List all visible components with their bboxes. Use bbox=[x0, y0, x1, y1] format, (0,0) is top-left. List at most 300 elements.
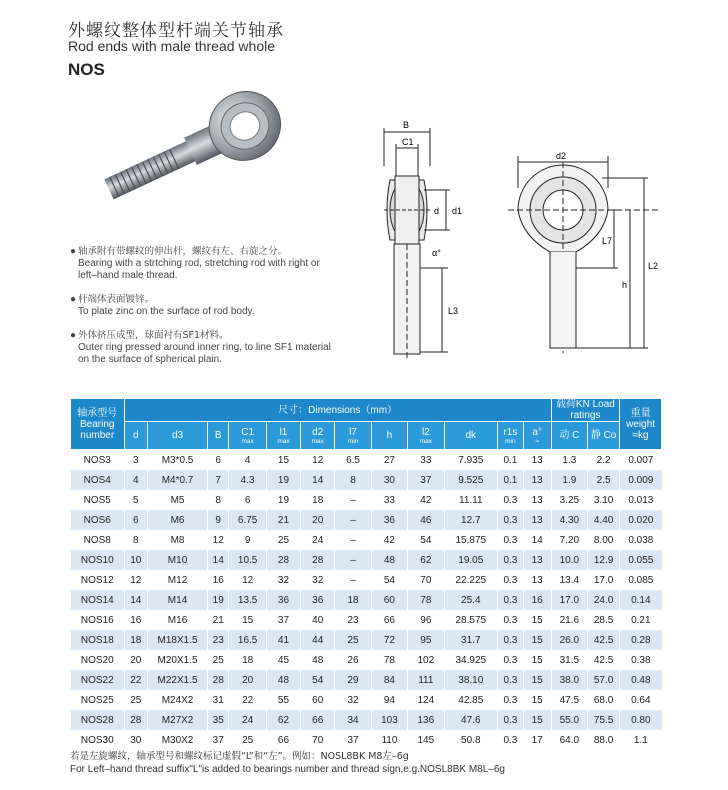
table-cell: 45 bbox=[266, 650, 300, 670]
table-cell: 15 bbox=[229, 610, 266, 630]
label-L7: L7 bbox=[602, 236, 613, 246]
table-cell: 37 bbox=[335, 730, 371, 750]
table-cell: M5 bbox=[148, 490, 208, 510]
table-cell: 70 bbox=[408, 570, 444, 590]
table-cell: M10 bbox=[148, 550, 208, 570]
table-cell: 13.5 bbox=[229, 590, 266, 610]
table-cell: 23 bbox=[208, 630, 229, 650]
table-row bbox=[71, 510, 662, 530]
table-cell: 7 bbox=[208, 470, 229, 490]
bearing-number-cell: NOS12 bbox=[71, 570, 125, 590]
feature-cn: 轴承附有带螺纹的伸出杆，螺纹有左、右旋之分。 bbox=[78, 246, 288, 257]
table-cell: 3.25 bbox=[551, 490, 587, 510]
table-row bbox=[71, 690, 662, 710]
table-cell: 26 bbox=[335, 650, 371, 670]
table-cell: 66 bbox=[371, 610, 407, 630]
bearing-number-cell: NOS30 bbox=[71, 730, 125, 750]
table-cell: 110 bbox=[371, 730, 407, 750]
bearing-number-cell: NOS18 bbox=[71, 630, 125, 650]
table-cell: 47.5 bbox=[551, 690, 587, 710]
table-row bbox=[71, 530, 662, 550]
column-header-label: h bbox=[386, 430, 393, 441]
table-cell: 5 bbox=[124, 490, 148, 510]
table-cell: 48 bbox=[301, 650, 335, 670]
column-header bbox=[124, 422, 148, 450]
table-cell: 13 bbox=[523, 490, 551, 510]
table-cell: 75.5 bbox=[588, 710, 620, 730]
table-cell: M18X1.5 bbox=[148, 630, 208, 650]
table-cell: 37 bbox=[408, 470, 444, 490]
table-cell: 15 bbox=[523, 690, 551, 710]
header-load-ratings: 载荷KN Load ratings bbox=[551, 399, 620, 422]
product-photo bbox=[90, 88, 290, 208]
table-cell: 21 bbox=[208, 610, 229, 630]
table-row bbox=[71, 450, 662, 471]
table-cell: 62 bbox=[408, 550, 444, 570]
table-cell: 19.05 bbox=[444, 550, 498, 570]
table-cell: 36 bbox=[266, 590, 300, 610]
table-cell: M27X2 bbox=[148, 710, 208, 730]
table-cell: 16 bbox=[523, 590, 551, 610]
table-cell: 6 bbox=[124, 510, 148, 530]
table-cell: 0.3 bbox=[498, 610, 524, 630]
table-cell: 78 bbox=[371, 650, 407, 670]
table-cell: 4 bbox=[229, 450, 266, 471]
column-header bbox=[301, 422, 335, 450]
bearing-number-cell: NOS4 bbox=[71, 470, 125, 490]
table-cell: 14 bbox=[523, 530, 551, 550]
table-cell: 0.28 bbox=[620, 630, 662, 650]
table-cell: 3.10 bbox=[588, 490, 620, 510]
table-cell: 42.5 bbox=[588, 630, 620, 650]
table-cell: 72 bbox=[371, 630, 407, 650]
table-cell: 22.225 bbox=[444, 570, 498, 590]
table-cell: 57.0 bbox=[588, 670, 620, 690]
table-cell: 6 bbox=[229, 490, 266, 510]
table-cell: 31.5 bbox=[551, 650, 587, 670]
table-cell: 0.038 bbox=[620, 530, 662, 550]
column-header-sub: max bbox=[419, 437, 432, 445]
table-cell: 24 bbox=[301, 530, 335, 550]
table-cell: 15 bbox=[523, 710, 551, 730]
table-cell: 0.1 bbox=[498, 450, 524, 471]
table-row bbox=[71, 630, 662, 650]
column-header-label: dk bbox=[465, 430, 477, 441]
table-cell: 12 bbox=[208, 530, 229, 550]
table-row bbox=[71, 590, 662, 610]
table-cell: 94 bbox=[371, 690, 407, 710]
table-cell: 15 bbox=[523, 670, 551, 690]
bearing-number-cell: NOS3 bbox=[71, 450, 125, 471]
table-cell: 10 bbox=[124, 550, 148, 570]
table-cell: 20 bbox=[301, 510, 335, 530]
table-row bbox=[71, 710, 662, 730]
table-cell: 60 bbox=[301, 690, 335, 710]
column-header-label: l7 bbox=[349, 426, 357, 438]
front-view-drawing bbox=[508, 148, 668, 358]
table-cell: 136 bbox=[408, 710, 444, 730]
table-cell: 12 bbox=[124, 570, 148, 590]
table-cell: 22 bbox=[229, 690, 266, 710]
column-header-sub: min bbox=[505, 437, 516, 445]
table-cell: 70 bbox=[301, 730, 335, 750]
spec-table-body bbox=[71, 450, 662, 751]
column-header-sub: min bbox=[347, 437, 359, 445]
table-cell: 88.0 bbox=[588, 730, 620, 750]
column-header-label: l2 bbox=[421, 426, 430, 438]
table-cell: 25 bbox=[208, 650, 229, 670]
label-L2: L2 bbox=[648, 261, 659, 271]
table-cell: 19 bbox=[266, 470, 300, 490]
table-row bbox=[71, 650, 662, 670]
table-cell: 21 bbox=[266, 510, 300, 530]
footnote-en: For Left–hand thread suffix"L"is added to bearings number and thread sign,e.g.NOSL8BK M8L–6g bbox=[70, 764, 505, 775]
column-header-sub: ≈ bbox=[535, 437, 539, 445]
table-cell: 18 bbox=[124, 630, 148, 650]
table-row bbox=[71, 470, 662, 490]
column-header-label: 动 C bbox=[559, 430, 580, 441]
table-cell: 0.009 bbox=[620, 470, 662, 490]
table-cell: 13.4 bbox=[551, 570, 587, 590]
table-cell: M12 bbox=[148, 570, 208, 590]
table-row bbox=[71, 670, 662, 690]
header-weight: 重量 weight ≈kg bbox=[620, 399, 662, 450]
label-L3: L3 bbox=[448, 306, 459, 316]
column-header-label: B bbox=[214, 430, 222, 441]
table-cell: 0.38 bbox=[620, 650, 662, 670]
label-B: B bbox=[403, 120, 410, 130]
table-cell: 38.10 bbox=[444, 670, 498, 690]
table-cell: 102 bbox=[408, 650, 444, 670]
feature-item bbox=[70, 330, 340, 366]
table-cell: 22 bbox=[124, 670, 148, 690]
table-cell: – bbox=[335, 490, 371, 510]
table-cell: – bbox=[335, 570, 371, 590]
column-header bbox=[551, 422, 587, 450]
table-cell: 26.0 bbox=[551, 630, 587, 650]
column-header bbox=[588, 422, 620, 450]
table-cell: 44 bbox=[301, 630, 335, 650]
bearing-number-cell: NOS14 bbox=[71, 590, 125, 610]
table-cell: 0.3 bbox=[498, 590, 524, 610]
table-cell: 3 bbox=[124, 450, 148, 471]
table-cell: 17.0 bbox=[588, 570, 620, 590]
table-cell: 21.6 bbox=[551, 610, 587, 630]
table-cell: M4*0.7 bbox=[148, 470, 208, 490]
header-dimensions: 尺寸：Dimensions（mm） bbox=[124, 399, 551, 422]
label-d2: d2 bbox=[556, 151, 567, 161]
table-cell: 30 bbox=[124, 730, 148, 750]
table-cell: 13 bbox=[523, 510, 551, 530]
table-cell: 111 bbox=[408, 670, 444, 690]
table-cell: 48 bbox=[266, 670, 300, 690]
bullet-icon: ● bbox=[70, 294, 77, 305]
table-cell: 10.5 bbox=[229, 550, 266, 570]
feature-en: Outer ring pressed around inner ring, to line SF1 material on the surface of spherical plain. bbox=[78, 342, 331, 365]
column-header-label: r1s bbox=[503, 426, 518, 438]
table-cell: 48 bbox=[371, 550, 407, 570]
table-cell: 18 bbox=[229, 650, 266, 670]
footnote-cn: 若是左旋螺纹，轴承型号和螺纹标记虚假“L”和“左”。例如：NOSL8BK M8左–6g bbox=[70, 751, 409, 762]
table-cell: 28.5 bbox=[588, 610, 620, 630]
table-cell: 31.7 bbox=[444, 630, 498, 650]
table-cell: 66 bbox=[266, 730, 300, 750]
table-cell: – bbox=[335, 550, 371, 570]
table-cell: 31 bbox=[208, 690, 229, 710]
table-cell: 24 bbox=[229, 710, 266, 730]
table-cell: 1.1 bbox=[620, 730, 662, 750]
table-cell: 34.925 bbox=[444, 650, 498, 670]
table-cell: 0.085 bbox=[620, 570, 662, 590]
table-cell: 12.9 bbox=[588, 550, 620, 570]
label-C1: C1 bbox=[402, 137, 414, 147]
table-cell: 0.3 bbox=[498, 570, 524, 590]
table-cell: 0.3 bbox=[498, 690, 524, 710]
table-cell: 28 bbox=[301, 550, 335, 570]
table-cell: 28.575 bbox=[444, 610, 498, 630]
table-cell: 37 bbox=[266, 610, 300, 630]
column-header-label: d2 bbox=[312, 426, 324, 438]
table-cell: M8 bbox=[148, 530, 208, 550]
column-header bbox=[335, 422, 371, 450]
bearing-number-cell: NOS5 bbox=[71, 490, 125, 510]
table-cell: – bbox=[335, 530, 371, 550]
table-cell: 62 bbox=[266, 710, 300, 730]
label-h: h bbox=[622, 280, 628, 290]
table-cell: 25 bbox=[124, 690, 148, 710]
table-cell: 14 bbox=[301, 470, 335, 490]
column-header-sub: max bbox=[277, 437, 290, 445]
table-cell: 25 bbox=[335, 630, 371, 650]
column-header-label: d3 bbox=[171, 430, 184, 441]
table-cell: 27 bbox=[371, 450, 407, 471]
table-cell: 18 bbox=[301, 490, 335, 510]
table-cell: 20 bbox=[229, 670, 266, 690]
table-cell: 16.5 bbox=[229, 630, 266, 650]
table-cell: 0.80 bbox=[620, 710, 662, 730]
table-cell: 0.3 bbox=[498, 730, 524, 750]
table-cell: 28 bbox=[208, 670, 229, 690]
table-cell: 8 bbox=[335, 470, 371, 490]
column-header bbox=[408, 422, 444, 450]
table-cell: 0.3 bbox=[498, 670, 524, 690]
table-cell: 55 bbox=[266, 690, 300, 710]
table-cell: 15 bbox=[266, 450, 300, 471]
table-cell: 46 bbox=[408, 510, 444, 530]
table-cell: – bbox=[335, 510, 371, 530]
bearing-number-cell: NOS6 bbox=[71, 510, 125, 530]
table-cell: 41 bbox=[266, 630, 300, 650]
model-code: NOS bbox=[68, 60, 105, 79]
table-cell: M20X1.5 bbox=[148, 650, 208, 670]
column-header bbox=[208, 422, 229, 450]
table-cell: 64.0 bbox=[551, 730, 587, 750]
table-cell: 0.3 bbox=[498, 550, 524, 570]
table-cell: 24.0 bbox=[588, 590, 620, 610]
table-cell: 19 bbox=[208, 590, 229, 610]
column-header-label: 静 Co bbox=[590, 430, 617, 441]
table-cell: 0.013 bbox=[620, 490, 662, 510]
table-cell: 0.3 bbox=[498, 530, 524, 550]
table-cell: 6.75 bbox=[229, 510, 266, 530]
table-cell: 30 bbox=[371, 470, 407, 490]
table-cell: 35 bbox=[208, 710, 229, 730]
table-cell: 16 bbox=[124, 610, 148, 630]
table-cell: 10.0 bbox=[551, 550, 587, 570]
page-title-en: Rod ends with male thread whole bbox=[68, 38, 276, 54]
table-cell: 95 bbox=[408, 630, 444, 650]
table-cell: 6 bbox=[208, 450, 229, 471]
table-row bbox=[71, 550, 662, 570]
column-header bbox=[498, 422, 524, 450]
table-cell: 4.30 bbox=[551, 510, 587, 530]
table-cell: 36 bbox=[371, 510, 407, 530]
table-cell: 40 bbox=[301, 610, 335, 630]
bullet-icon: ● bbox=[70, 246, 77, 257]
table-cell: 32 bbox=[301, 570, 335, 590]
table-cell: M14 bbox=[148, 590, 208, 610]
table-cell: M24X2 bbox=[148, 690, 208, 710]
table-cell: 17.0 bbox=[551, 590, 587, 610]
table-cell: 37 bbox=[208, 730, 229, 750]
table-cell: 6.5 bbox=[335, 450, 371, 471]
bearing-number-cell: NOS22 bbox=[71, 670, 125, 690]
table-cell: M22X1.5 bbox=[148, 670, 208, 690]
table-cell: 14 bbox=[124, 590, 148, 610]
table-cell: 103 bbox=[371, 710, 407, 730]
column-header-label: a° bbox=[532, 426, 542, 438]
table-cell: 54 bbox=[301, 670, 335, 690]
column-header bbox=[266, 422, 300, 450]
table-cell: 34 bbox=[335, 710, 371, 730]
column-header-label: C1 bbox=[241, 426, 255, 438]
table-cell: 25 bbox=[229, 730, 266, 750]
table-row bbox=[71, 570, 662, 590]
table-cell: 54 bbox=[371, 570, 407, 590]
table-cell: 42.85 bbox=[444, 690, 498, 710]
table-cell: 33 bbox=[408, 450, 444, 471]
feature-cn: 外体挤压成型，球面衬有SF1材料。 bbox=[78, 330, 229, 341]
table-cell: 32 bbox=[266, 570, 300, 590]
table-cell: 15 bbox=[523, 610, 551, 630]
feature-list bbox=[70, 246, 340, 378]
table-cell: 8.00 bbox=[588, 530, 620, 550]
table-cell: 8 bbox=[124, 530, 148, 550]
table-cell: 0.3 bbox=[498, 630, 524, 650]
label-d1: d1 bbox=[452, 206, 463, 216]
column-header-label: d bbox=[133, 430, 139, 441]
bearing-number-cell: NOS8 bbox=[71, 530, 125, 550]
table-cell: 0.3 bbox=[498, 510, 524, 530]
table-cell: 25.4 bbox=[444, 590, 498, 610]
table-cell: M3*0.5 bbox=[148, 450, 208, 471]
table-cell: 16 bbox=[208, 570, 229, 590]
table-cell: 12 bbox=[301, 450, 335, 471]
table-cell: 42.5 bbox=[588, 650, 620, 670]
table-cell: 4 bbox=[124, 470, 148, 490]
column-header-sub: max bbox=[311, 437, 324, 445]
spec-table bbox=[70, 398, 662, 750]
table-cell: 38.0 bbox=[551, 670, 587, 690]
table-cell: 8 bbox=[208, 490, 229, 510]
table-cell: 60 bbox=[371, 590, 407, 610]
label-alpha: α° bbox=[432, 248, 441, 258]
column-header bbox=[148, 422, 208, 450]
table-cell: 68.0 bbox=[588, 690, 620, 710]
table-cell: 55.0 bbox=[551, 710, 587, 730]
table-cell: 0.21 bbox=[620, 610, 662, 630]
column-header bbox=[371, 422, 407, 450]
bearing-number-cell: NOS16 bbox=[71, 610, 125, 630]
table-cell: 0.055 bbox=[620, 550, 662, 570]
table-cell: 145 bbox=[408, 730, 444, 750]
column-header bbox=[523, 422, 551, 450]
table-cell: 0.3 bbox=[498, 490, 524, 510]
table-cell: 47.6 bbox=[444, 710, 498, 730]
table-cell: 7.935 bbox=[444, 450, 498, 471]
table-cell: 28 bbox=[124, 710, 148, 730]
table-cell: 11.11 bbox=[444, 490, 498, 510]
table-row bbox=[71, 730, 662, 750]
feature-en: To plate zinc on the surface of rod body. bbox=[78, 306, 255, 317]
table-cell: 2.5 bbox=[588, 470, 620, 490]
table-cell: 14 bbox=[208, 550, 229, 570]
table-cell: 0.007 bbox=[620, 450, 662, 471]
table-cell: 0.3 bbox=[498, 650, 524, 670]
page-title-cn: 外螺纹整体型杆端关节轴承 bbox=[68, 21, 284, 41]
table-cell: 25 bbox=[266, 530, 300, 550]
column-header-label: l1 bbox=[279, 426, 288, 438]
table-cell: 17 bbox=[523, 730, 551, 750]
table-cell: 9.525 bbox=[444, 470, 498, 490]
bearing-number-cell: NOS10 bbox=[71, 550, 125, 570]
table-cell: 9 bbox=[229, 530, 266, 550]
feature-cn: 杆端体表面镀锌。 bbox=[78, 294, 155, 305]
table-cell: 29 bbox=[335, 670, 371, 690]
bearing-number-cell: NOS28 bbox=[71, 710, 125, 730]
table-cell: 36 bbox=[301, 590, 335, 610]
table-row bbox=[71, 490, 662, 510]
table-cell: M6 bbox=[148, 510, 208, 530]
table-row bbox=[71, 610, 662, 630]
table-cell: 1.3 bbox=[551, 450, 587, 471]
table-cell: 28 bbox=[266, 550, 300, 570]
table-cell: 0.48 bbox=[620, 670, 662, 690]
table-cell: 20 bbox=[124, 650, 148, 670]
header-bearing-number: 轴承型号 Bearing number bbox=[71, 399, 125, 450]
table-cell: 4.3 bbox=[229, 470, 266, 490]
table-cell: 12.7 bbox=[444, 510, 498, 530]
table-cell: 23 bbox=[335, 610, 371, 630]
table-cell: 0.64 bbox=[620, 690, 662, 710]
subheader-row bbox=[71, 422, 662, 450]
table-cell: 18 bbox=[335, 590, 371, 610]
table-cell: 2.2 bbox=[588, 450, 620, 471]
bearing-number-cell: NOS25 bbox=[71, 690, 125, 710]
table-cell: 4.40 bbox=[588, 510, 620, 530]
table-cell: 50.8 bbox=[444, 730, 498, 750]
table-cell: 0.14 bbox=[620, 590, 662, 610]
table-cell: 66 bbox=[301, 710, 335, 730]
table-cell: 12 bbox=[229, 570, 266, 590]
table-cell: 33 bbox=[371, 490, 407, 510]
table-cell: 42 bbox=[408, 490, 444, 510]
table-cell: 13 bbox=[523, 450, 551, 471]
table-cell: 78 bbox=[408, 590, 444, 610]
column-header-sub: max bbox=[241, 437, 254, 445]
side-view-drawing bbox=[370, 118, 480, 368]
column-header bbox=[229, 422, 266, 450]
